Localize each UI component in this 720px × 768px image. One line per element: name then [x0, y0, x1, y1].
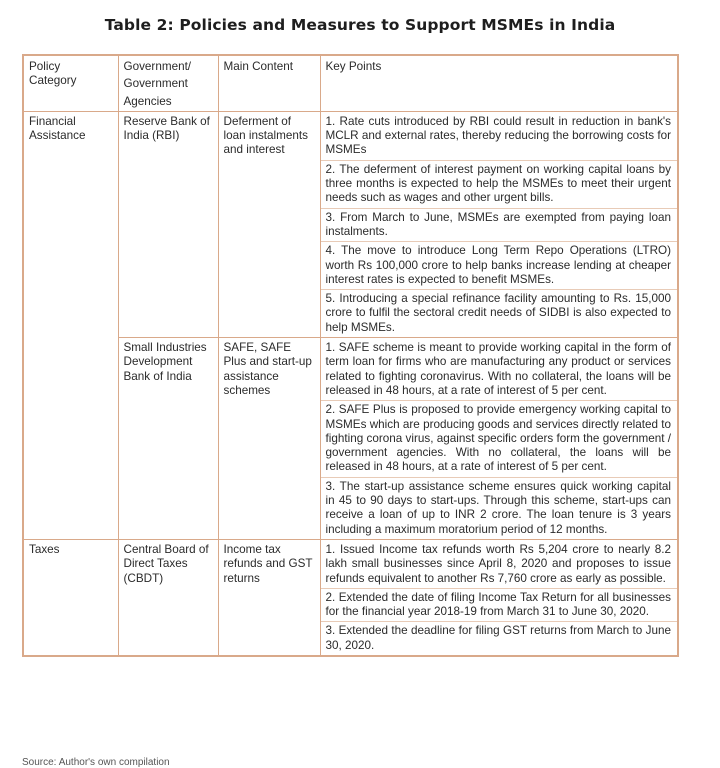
row-key-points-cbdt [320, 539, 678, 656]
row-key-points-rbi [320, 111, 678, 337]
table-header-row [23, 55, 678, 111]
msme-policy-table [22, 54, 679, 657]
header-key-points: Key Points [320, 55, 678, 111]
key-point: 5. Introducing a special refinance facility amounting to Rs. 15,000 crore to fulfil the sectoral credit needs of SIDBI is also expected to help MSMEs. [325, 292, 671, 334]
header-government-agencies: Government/ Government Agencies [118, 55, 218, 111]
table-row [23, 111, 678, 337]
key-point: 2. Extended the date of filing Income Tax Return for all businesses for the financial year 2018-19 from March 31 to June 30, 2020. [321, 589, 678, 623]
row-content-tax-refunds: Income tax refunds and GST returns [218, 539, 320, 656]
row-agency-cbdt: Central Board of Direct Taxes (CBDT) [118, 539, 218, 656]
table-source-note: Source: Author's own compilation [22, 757, 170, 768]
key-point: 3. Extended the deadline for filing GST returns from March to June 30, 2020. [325, 624, 671, 652]
row-content-deferment: Deferment of loan instalments and interest [218, 111, 320, 337]
table-title: Table 2: Policies and Measures to Support MSMEs in India [104, 16, 616, 34]
header-policy-category: Policy Category [23, 55, 118, 111]
key-point: 2. The deferment of interest payment on working capital loans by three months is expected to help the MSMEs to meet their urgent needs such as wages and other urgent bills. [321, 161, 678, 209]
header-main-content: Main Content [218, 55, 320, 111]
key-point: 1. SAFE scheme is meant to provide working capital in the form of term loan for firms who are manufacturing any product or services related to fighting coronavirus. With no collateral, the loans will be released in 48 hours, at a rate of interest of 5 per cent. [321, 338, 678, 401]
row-agency-rbi: Reserve Bank of India (RBI) [118, 111, 218, 337]
row-agency-sidbi: Small Industries Development Bank of India [118, 338, 218, 540]
row-key-points-sidbi [320, 338, 678, 540]
key-point: 1. Issued Income tax refunds worth Rs 5,204 crore to nearly 8.2 lakh small businesses since April 8, 2020 and proposes to issue refunds equivalent to another Rs 7,760 crore as early as possible. [321, 540, 678, 589]
row-category-financial-assistance: Financial Assistance [23, 111, 118, 539]
row-content-safe-schemes: SAFE, SAFE Plus and start-up assistance schemes [218, 338, 320, 540]
table-row [23, 539, 678, 656]
key-point: 3. The start-up assistance scheme ensures quick working capital in 45 to 90 days to start-ups. Through this scheme, start-ups can receive a loan of up to INR 2 crore. The loan tenure is 3 years including a maximum moratorium period of 12 months. [325, 479, 671, 536]
key-point: 4. The move to introduce Long Term Repo Operations (LTRO) worth Rs 100,000 crore to help banks increase lending at cheaper interest rates is expected to benefit MSMEs. [321, 242, 678, 290]
table-row [23, 338, 678, 540]
key-point: 3. From March to June, MSMEs are exempted from paying loan instalments. [321, 209, 678, 243]
row-category-taxes: Taxes [23, 539, 118, 656]
key-point: 1. Rate cuts introduced by RBI could result in reduction in bank's MCLR and external rates, thereby reducing the borrowing costs for MSMEs [321, 112, 678, 161]
key-point: 2. SAFE Plus is proposed to provide emergency working capital to MSMEs which are producing goods and services directly related to fighting corona virus, against specific orders form the government / government agencies. With no collateral, the loans will be released in 48 hours, at a rate of interest of 5 per cent. [321, 401, 678, 477]
